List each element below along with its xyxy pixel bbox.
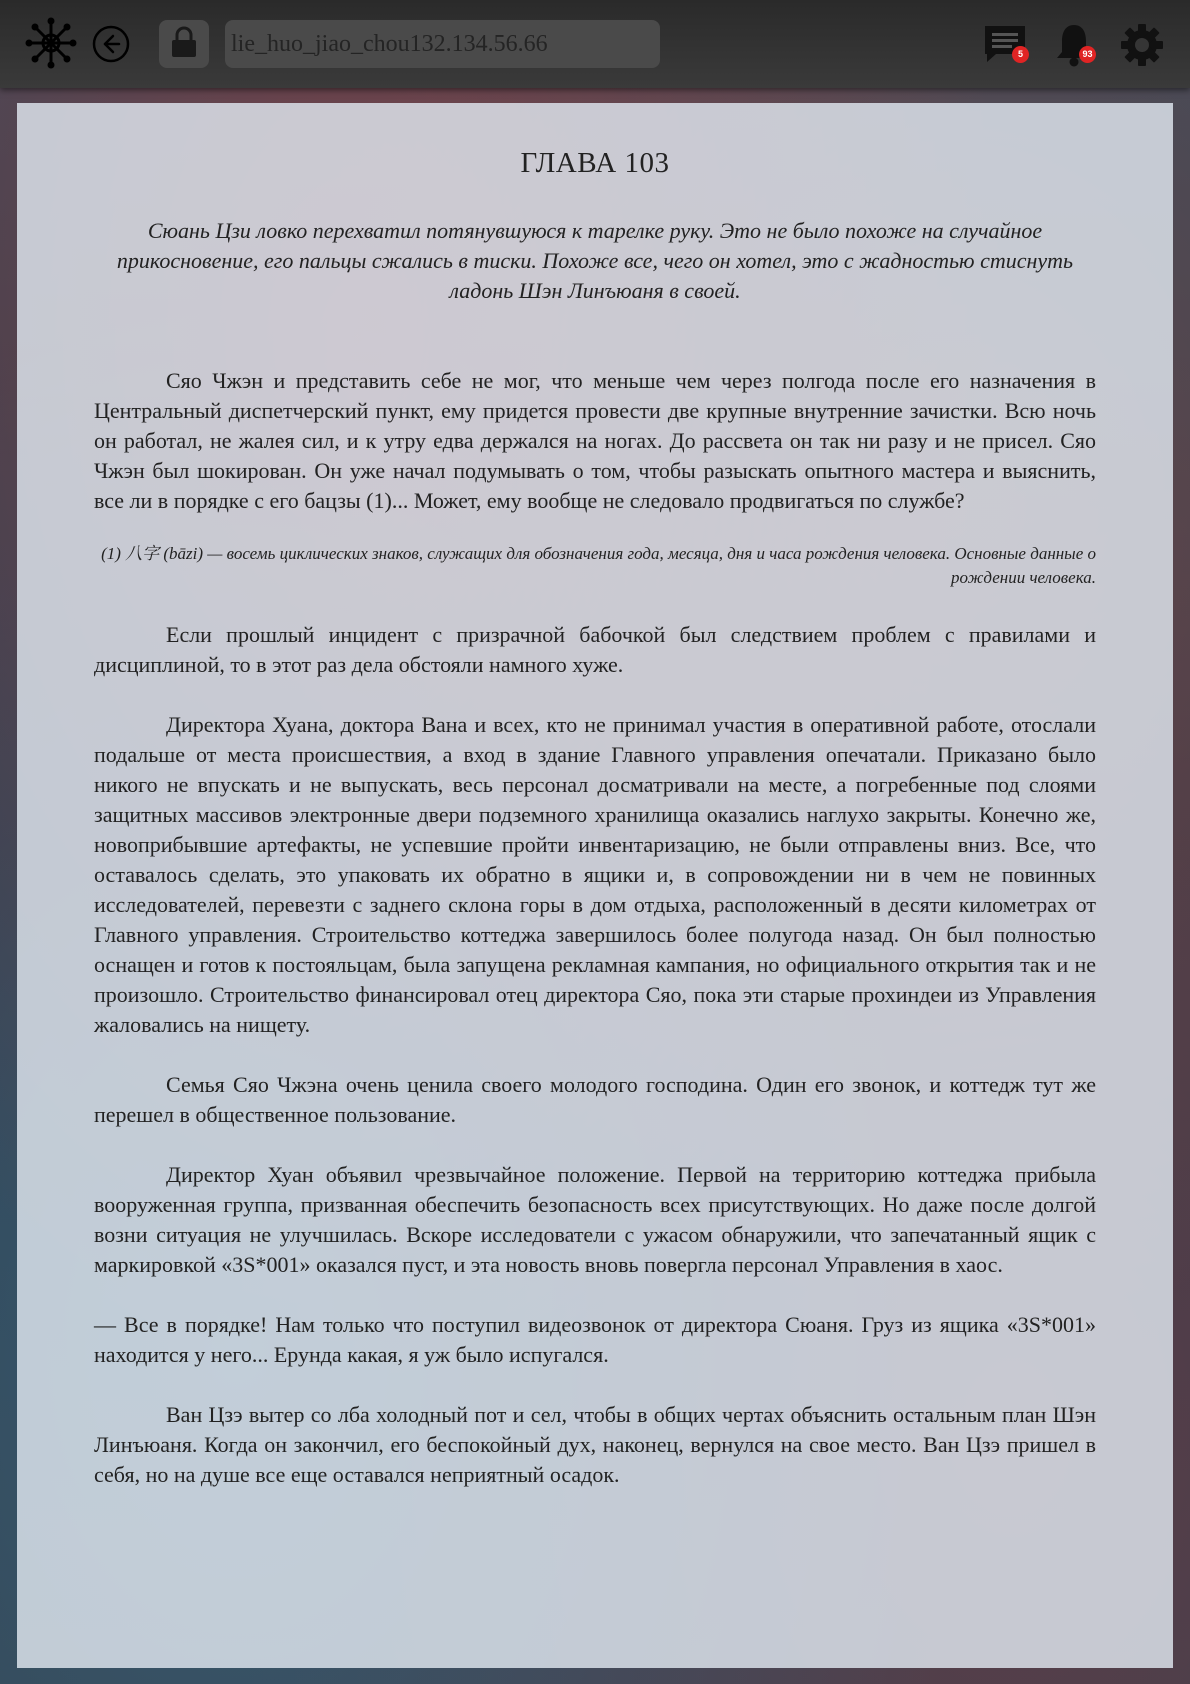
paragraph-7: Ван Цзэ вытер со лба холодный пот и сел, чтобы в общих чертах объяснить остальным план Шэн Линъюаня. Когда он закончил, его беспокойный дух, наконец, вернулся на свое место. Ван Цзэ пришел в себя, но на душе все еще оставался неприятный осадок. [94, 1402, 1096, 1487]
network-logo-icon[interactable] [24, 16, 78, 70]
notifications-button[interactable] [1054, 22, 1100, 68]
paragraph-4: Семья Сяо Чжэна очень ценила своего молодого господина. Один его звонок, и коттедж тут же перешел в общественное пользование. [94, 1072, 1096, 1127]
top-bar [0, 0, 1190, 88]
notifications-count-badge: 93 [1079, 46, 1096, 63]
back-arrow-icon[interactable] [92, 25, 130, 63]
messages-count-badge: 5 [1012, 46, 1029, 63]
gear-icon [1119, 55, 1165, 72]
footnote: (1) 八字 (bāzi) — восемь циклических знаков, служащих для обозначения года, месяца, дня и часа рождения человека. Основные данные о рождении человека. [101, 544, 1096, 587]
chapter-epigraph: Сюань Цзи ловко перехватил потянувшуюся к тарелке руку. Это не было похоже на случайное прикосновение, его пальцы сжались в тиски. Похоже все, чего он хотел, это с жадностью стиснуть ладонь Шэн Линъюаня в своей. [116, 218, 1074, 303]
paragraph-6: — Все в порядке! Нам только что поступил видеозвонок от директора Сюаня. Груз из ящика «3S*001» находится у него... Ерунда какая, я уж было испугался. [94, 1312, 1096, 1367]
lock-button[interactable] [159, 20, 209, 68]
paragraph-1: Сяо Чжэн и представить себе не мог, что меньше чем через полгода после его назначения в Центральный диспетчерский пункт, ему придется провести две крупные внутренние зачистки. Всю ночь он работал, не жалея сил, и к утру едва держался на ногах. До рассвета он так ни разу и не присел. Сяо Чжэн был шокирован. Он уже начал подумывать о том, чтобы разыскать опытного мастера и выяснить, все ли в порядке с его бацзы (1)... Может, ему вообще не следовало продвигаться по службе? [94, 368, 1096, 513]
messages-button[interactable] [982, 22, 1028, 68]
reader-content [17, 103, 1173, 1668]
lock-icon [169, 25, 199, 64]
paragraph-3: Директора Хуана, доктора Вана и всех, кто не принимал участия в оперативной работе, отослали подальше от места происшествия, а вход в здание Главного управления опечатали. Приказано было никого не впускать и не выпускать, весь персонал досматривали на месте, а погребенные под слоями защитных массивов электронные двери подземного хранилища оказались наглухо закрыты. Конечно же, новоприбывшие артефакты, не успевшие пройти инвентаризацию, не были отправлены вниз. Все, что оставалось сделать, это упаковать их обратно в ящики и, в сопровождении ни в чем не повинных исследователей, перевезти с заднего склона горы в дом отдыха, расположенный в десяти километрах от Главного управления. Строительство коттеджа завершилось более полугода назад. Он был полностью оснащен и готов к постояльцам, была запущена рекламная кампания, но официального открытия так и не произошло. Строительство финансировал отец директора Сяо, пока эти старые прохиндеи из Управления жаловались на нищету. [94, 712, 1096, 1037]
url-field[interactable]: lie_huo_jiao_chou132.134.56.66 [225, 20, 660, 68]
settings-button[interactable] [1119, 22, 1165, 68]
chapter-title: ГЛАВА 103 [520, 147, 670, 179]
paragraph-5: Директор Хуан объявил чрезвычайное положение. Первой на территорию коттеджа прибыла вооруженная группа, призванная обеспечить безопасность всех присутствующих. Но даже после долгой возни ситуация не улучшилась. Вскоре исследователи с ужасом обнаружили, что запечатанный ящик с маркировкой «3S*001» оказался пуст, и эта новость вновь повергла персонал Управления в хаос. [94, 1162, 1096, 1277]
paragraph-2: Если прошлый инцидент с призрачной бабочкой был следствием проблем с правилами и дисциплиной, то в этот раз дела обстояли намного хуже. [94, 622, 1096, 677]
